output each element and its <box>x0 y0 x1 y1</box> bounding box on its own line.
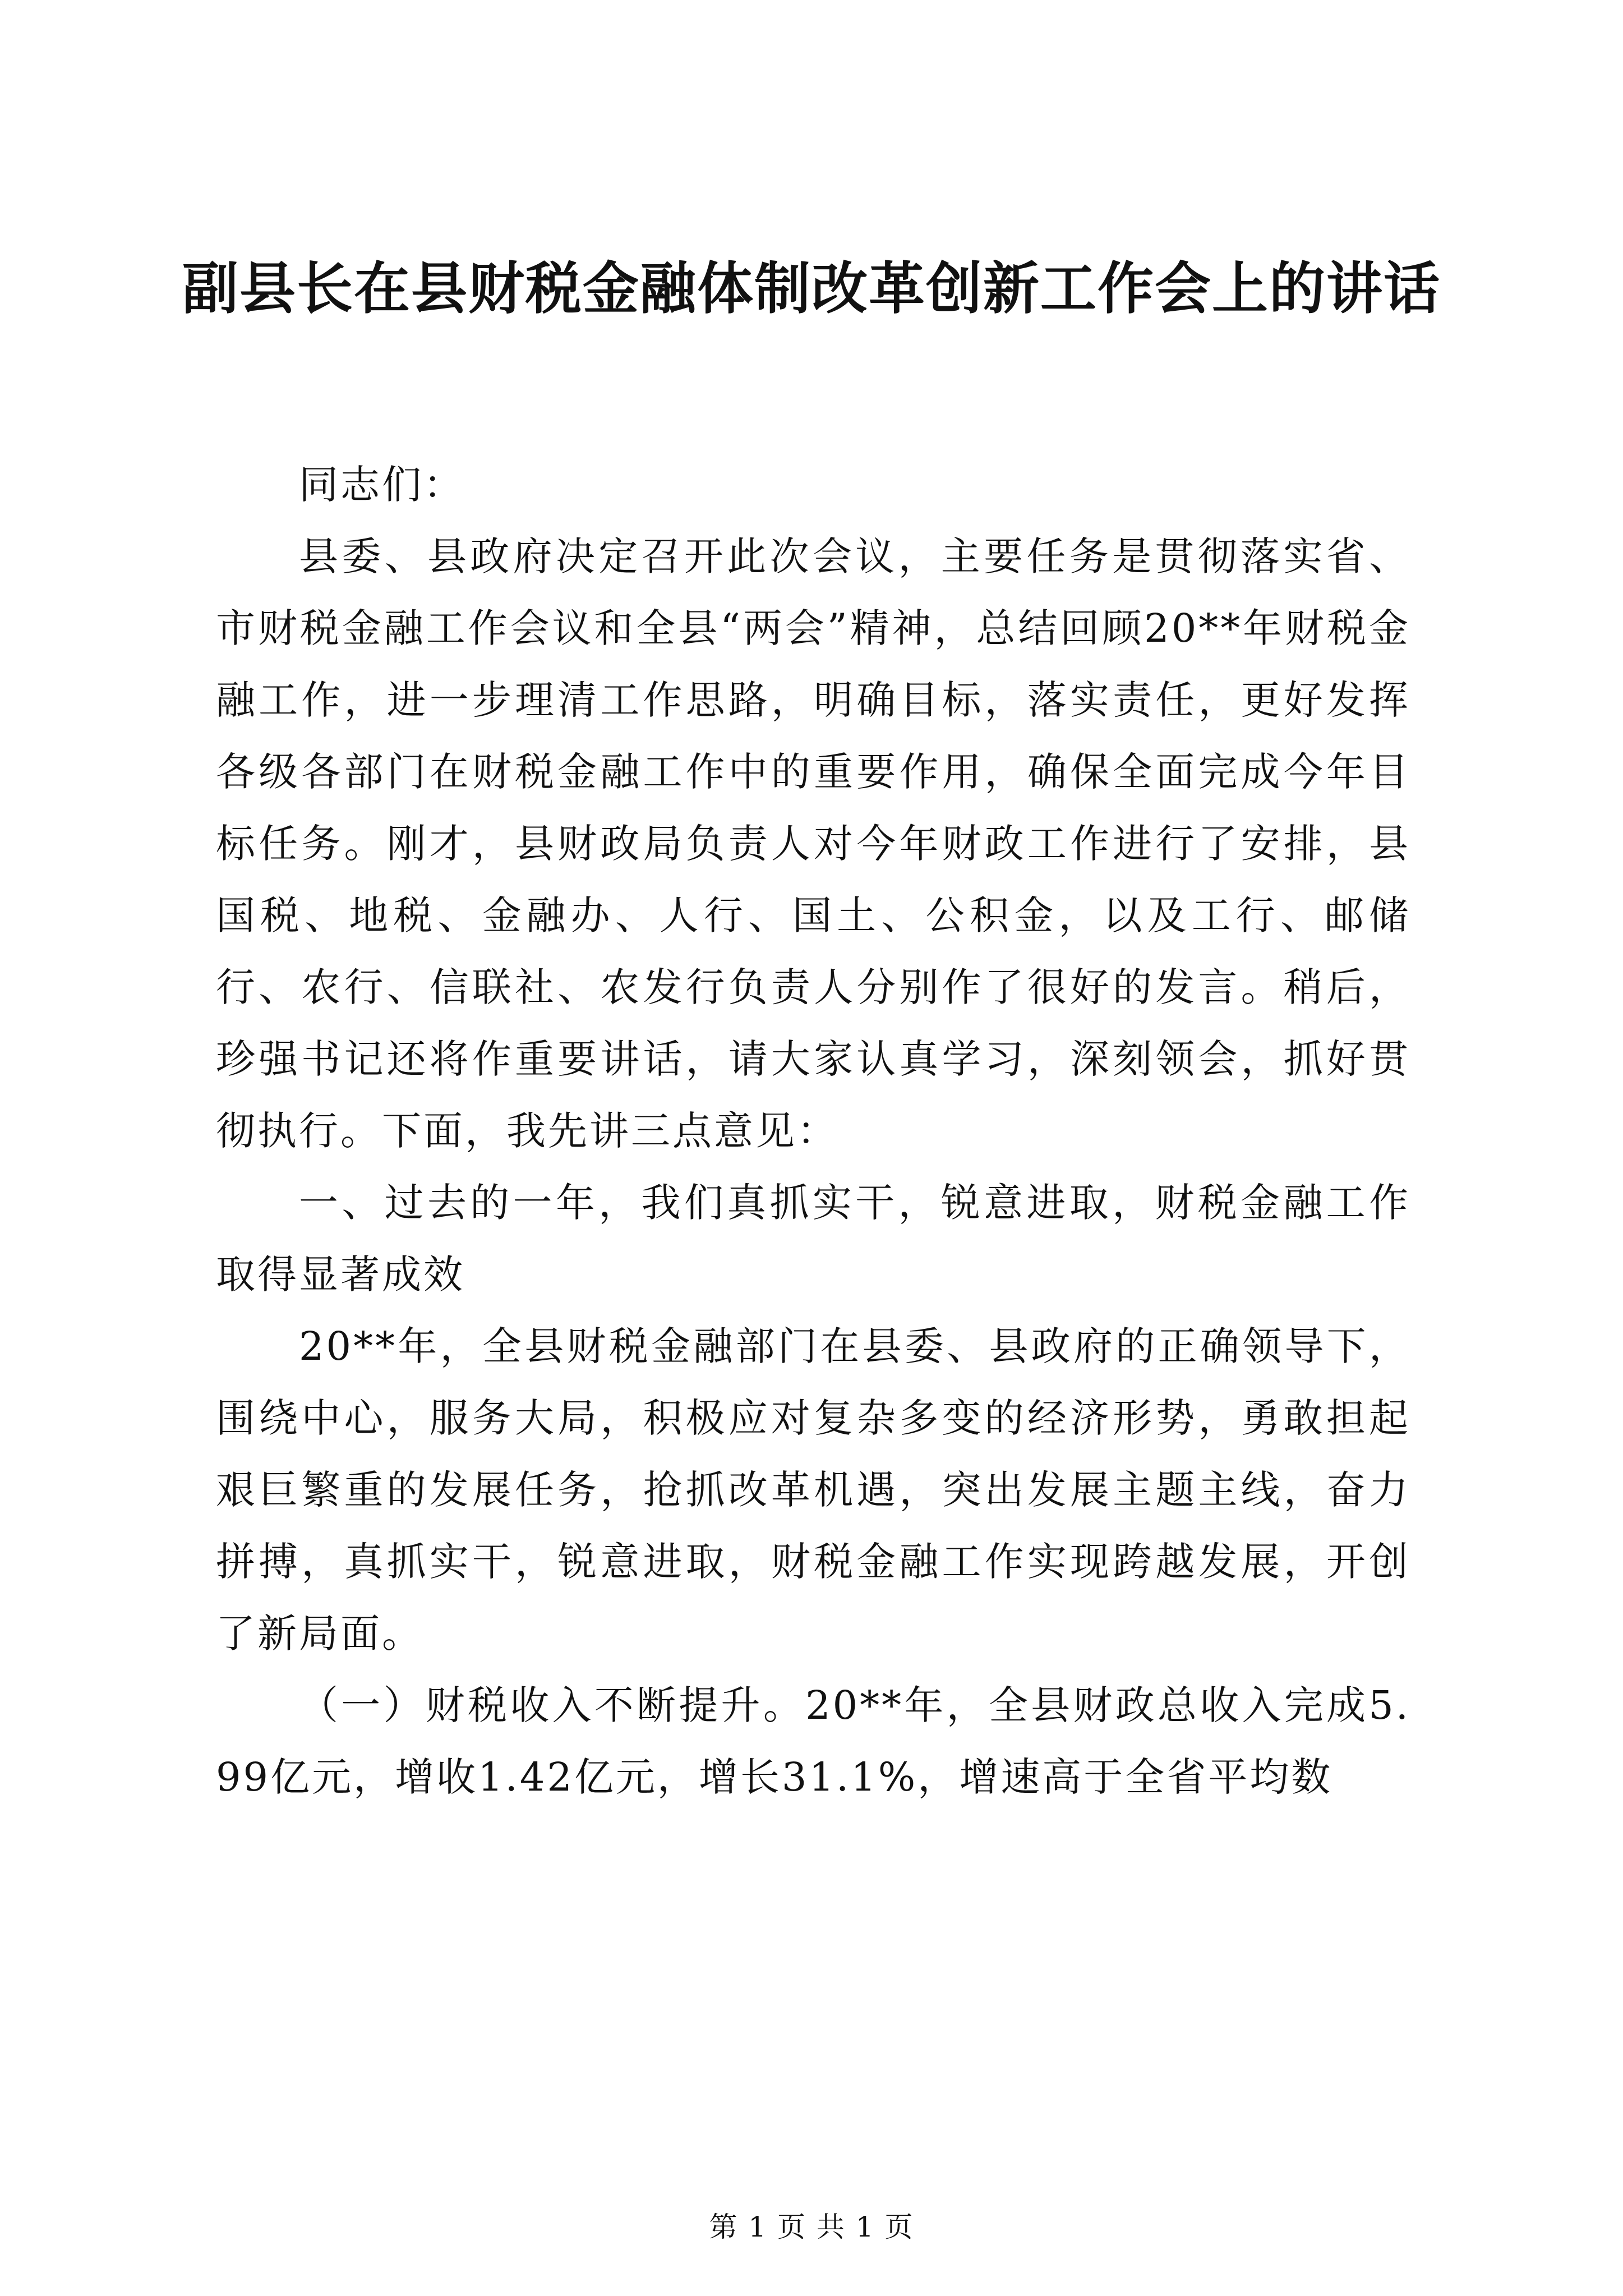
salutation: 同志们： <box>299 462 465 508</box>
paragraph-revenue: （一）财税收入不断提升。20**年，全县财政总收入完成5.99亿元，增收1.42亿元，增长31.1%，增速高于全省平均数 <box>216 1682 1410 1800</box>
document-title: 副县长在县财税金融体制改革创新工作会上的讲话 <box>182 255 1441 321</box>
paragraph-review: 20**年，全县财税金融部门在县委、县政府的正确领导下，围绕中心，服务大局，积极应对复杂多变的经济形势，勇敢担起艰巨繁重的发展任务，抢抓改革机遇，突出发展主题主线，奋力拼搏，真抓实干，锐意进取，财税金融工作实现跨越发展，开创了新局面。 <box>216 1323 1410 1657</box>
paragraph-intro: 县委、县政府决定召开此次会议，主要任务是贯彻落实省、市财税金融工作会议和全县“两会”精神，总结回顾20**年财税金融工作，进一步理清工作思路，明确目标，落实责任，更好发挥各级各部门在财税金融工作中的重要作用，确保全面完成今年目标任务。刚才，县财政局负责人对今年财政工作进行了安排，县国税、地税、金融办、人行、国土、公积金，以及工行、邮储行、农行、信联社、农发行负责人分别作了很好的发言。稍后，珍强书记还将作重要讲话，请大家认真学习，深刻领会，抓好贯彻执行。下面，我先讲三点意见： <box>216 533 1410 1154</box>
document-body <box>216 449 1410 1813</box>
section-heading-1: 一、过去的一年，我们真抓实干，锐意进取，财税金融工作取得显著成效 <box>216 1180 1410 1297</box>
page-footer: 第 1 页 共 1 页 <box>709 2211 914 2243</box>
